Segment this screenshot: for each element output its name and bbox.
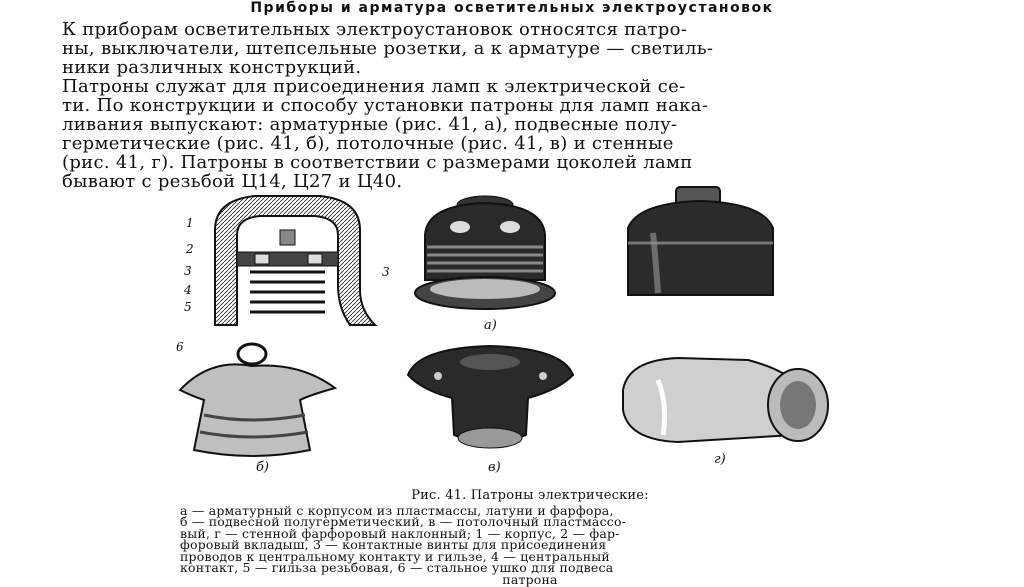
text-line: герметические (рис. 41, б), потолочные (рис. 41, в) и стенные [62,133,674,154]
callout-6: 6 [176,340,184,354]
caption-line: патрона [502,571,558,587]
callout-2: 2 [186,242,194,256]
socket-cross-section-illustration [200,190,400,330]
callout-4: 4 [184,283,192,297]
wall-socket-illustration [618,350,833,450]
text-line: ти. По конструкции и способу установки патроны для ламп нака- [62,95,709,116]
figure-label-a: а) [484,318,497,333]
callout-1: 1 [186,216,194,230]
callout-3-right: 3 [382,265,390,279]
caption-line: а — арматурный с корпусом из пластмассы, латуни и фарфора, [180,502,614,518]
pendant-socket-illustration [170,340,360,465]
caption-line: проводов к центральному контакту и гильзе, 4 — центральный [180,548,610,564]
callout-3: 3 [184,264,192,278]
page-header: Приборы и арматура осветительных электроустановок [250,0,774,16]
figure-caption [180,490,880,585]
figure-label-v: в) [488,460,501,475]
intro-paragraph [62,20,962,77]
text-line: бывают с резьбой Ц14, Ц27 и Ц40. [62,171,403,192]
socket-body-illustration [618,183,783,303]
sockets-paragraph [62,77,962,191]
text-line: Патроны служат для присоединения ламп к электрической се- [62,76,686,97]
figure-label-g: г) [714,452,726,467]
caption-line: контакт, 5 — гильза резьбовая, 6 — стальное ушко для подвеса [180,560,614,575]
text-line: ники различных конструкций. [62,57,362,78]
text-line: ливания выпускают: арматурные (рис. 41, а), подвесные полу- [62,114,678,135]
caption-title: Рис. 41. Патроны электрические: [411,488,649,503]
caption-line: б — подвесной полугерметический, в — потолочный пластмассо- [180,514,627,529]
ceiling-socket-illustration [398,340,583,460]
text-line: ны, выключатели, штепсельные розетки, а к арматуре — светиль- [62,38,714,59]
callout-5: 5 [184,300,192,314]
text-line: (рис. 41, г). Патроны в соответствии с размерами цоколей ламп [62,152,693,173]
caption-line: форовый вкладыш, 3 — контактные винты для присоединения [180,537,607,552]
figure-label-b: б) [256,460,270,475]
caption-line: вый, г — стенной фарфоровый наклонный; 1 — корпус, 2 — фар- [180,525,620,541]
text-line: К приборам осветительных электроустановок относятся патро- [62,19,688,40]
fitting-socket-illustration [405,185,565,315]
